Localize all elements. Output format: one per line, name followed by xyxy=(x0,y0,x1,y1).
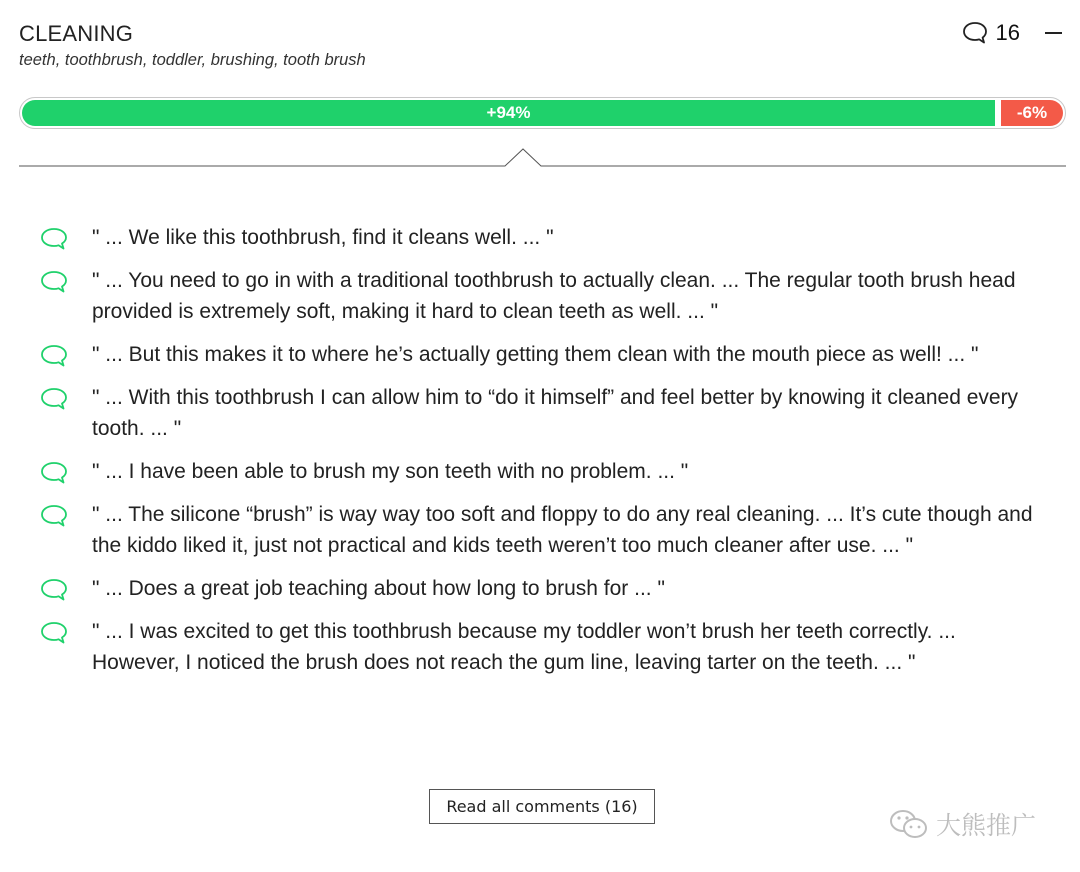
topic-header xyxy=(19,18,1062,78)
comment-bubble-icon xyxy=(40,270,68,294)
comment-count: 16 xyxy=(995,20,1020,45)
comment-bubble-icon xyxy=(40,461,68,485)
comment-bubble-icon xyxy=(40,578,68,602)
comment-item xyxy=(40,382,1040,444)
comment-bubble-icon xyxy=(40,387,68,411)
sentiment-bar xyxy=(19,97,1066,129)
comment-bubble-icon xyxy=(40,621,68,645)
watermark-text: 大熊推广 xyxy=(936,811,1037,840)
read-all-comments-button[interactable]: Read all comments (16) xyxy=(429,789,655,824)
comment-text: " ... But this makes it to where he’s actually getting them clean with the mouth piece as well! ... " xyxy=(92,343,979,366)
speech-bubble-icon xyxy=(962,21,988,45)
comment-list xyxy=(40,222,1040,690)
comment-text: " ... With this toothbrush I can allow him to “do it himself” and feel better by knowing it cleaned every tooth. ... " xyxy=(92,386,1019,440)
comment-item xyxy=(40,265,1040,327)
comment-text: " ... I have been able to brush my son teeth with no problem. ... " xyxy=(92,460,689,483)
comment-text: " ... The silicone “brush” is way way too soft and floppy to do any real cleaning. ... It’s cute though and the kiddo liked it, just not practical and kids teeth weren’t too much cleaner after use. ... " xyxy=(92,503,1033,557)
negative-sentiment-bar: -6% xyxy=(1001,100,1063,126)
comment-bubble-icon xyxy=(40,227,68,251)
watermark xyxy=(888,806,1036,842)
comment-item xyxy=(40,573,1040,604)
comment-text: " ... You need to go in with a traditional toothbrush to actually clean. ... The regular tooth brush head provided is extremely soft, making it hard to clean teeth as well. ... " xyxy=(92,269,1016,323)
comment-text: " ... We like this toothbrush, find it cleans well. ... " xyxy=(92,226,554,249)
comment-text: " ... I was excited to get this toothbrush because my toddler won’t brush her teeth correctly. ... However, I noticed the brush does not reach the gum line, leaving tarter on the teeth. ... " xyxy=(92,620,956,674)
topic-title: CLEANING xyxy=(19,21,134,46)
comment-item xyxy=(40,456,1040,487)
comment-item xyxy=(40,499,1040,561)
comment-bubble-icon xyxy=(40,344,68,368)
collapse-icon[interactable] xyxy=(1045,32,1062,34)
comment-item xyxy=(40,339,1040,370)
comment-text: " ... Does a great job teaching about how long to brush for ... " xyxy=(92,577,665,600)
comment-item xyxy=(40,222,1040,253)
section-divider xyxy=(19,148,1066,168)
comment-bubble-icon xyxy=(40,504,68,528)
wechat-icon xyxy=(888,808,930,840)
positive-sentiment-bar: +94% xyxy=(22,100,995,126)
comment-item xyxy=(40,616,1040,678)
comment-count-badge[interactable] xyxy=(962,20,1020,46)
topic-tags: teeth, toothbrush, toddler, brushing, tooth brush xyxy=(19,51,366,69)
